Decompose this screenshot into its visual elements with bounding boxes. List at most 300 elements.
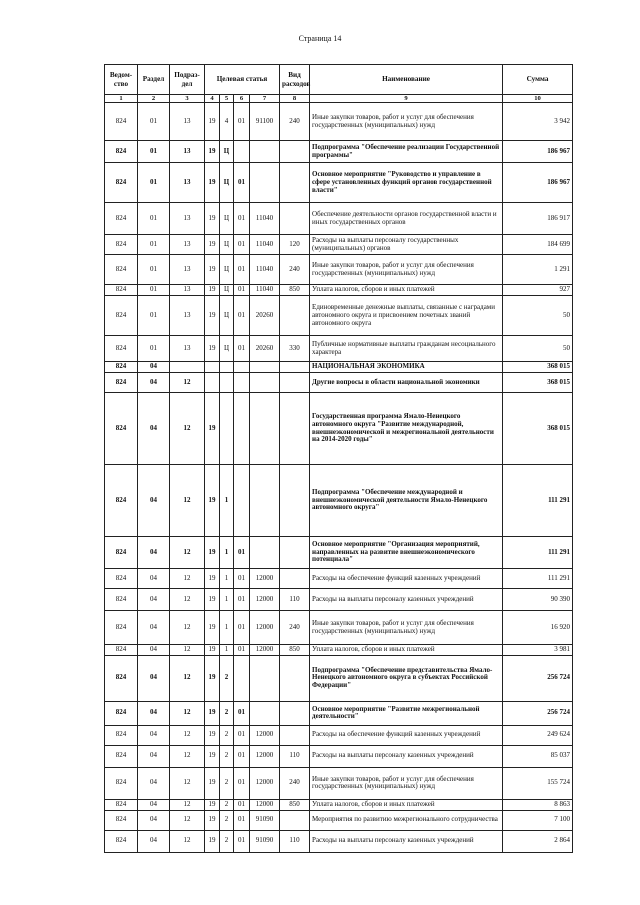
- cell-activity: 01: [234, 767, 250, 799]
- cell-dept: 824: [105, 362, 138, 373]
- cell-subprogram: 1: [220, 589, 234, 611]
- cell-dept: 824: [105, 285, 138, 296]
- cell-direction: 91100: [250, 103, 280, 141]
- cell-amount: 8 863: [503, 799, 573, 810]
- col-header-name: Наименование: [310, 65, 503, 95]
- cell-direction: 20260: [250, 296, 280, 336]
- cell-program: 19: [205, 830, 220, 852]
- cell-direction: 20260: [250, 336, 280, 362]
- cell-activity: [234, 141, 250, 163]
- cell-subprogram: Ц: [220, 141, 234, 163]
- cell-subsection: 13: [170, 336, 205, 362]
- cell-amount: 256 724: [503, 655, 573, 701]
- cell-section: 04: [138, 745, 170, 767]
- cell-program: 19: [205, 701, 220, 725]
- table-row: [105, 799, 573, 810]
- cell-dept: 824: [105, 255, 138, 285]
- cell-expense-type: [280, 393, 310, 465]
- cell-dept: 824: [105, 725, 138, 745]
- cell-subprogram: [220, 393, 234, 465]
- cell-subprogram: 2: [220, 701, 234, 725]
- cell-program: 19: [205, 203, 220, 235]
- cell-subprogram: 2: [220, 745, 234, 767]
- column-number: 2: [138, 95, 170, 103]
- cell-dept: 824: [105, 589, 138, 611]
- cell-name: Расходы на выплаты персоналу государственных (муниципальных) органов: [310, 235, 503, 255]
- table-row: [105, 235, 573, 255]
- column-number: 1: [105, 95, 138, 103]
- cell-subsection: 13: [170, 103, 205, 141]
- cell-amount: 7 100: [503, 810, 573, 830]
- cell-name: Другие вопросы в области национальной экономики: [310, 373, 503, 393]
- cell-subprogram: 1: [220, 645, 234, 656]
- cell-amount: 111 291: [503, 465, 573, 537]
- cell-expense-type: 240: [280, 255, 310, 285]
- cell-direction: 12000: [250, 799, 280, 810]
- cell-amount: 256 724: [503, 701, 573, 725]
- cell-subprogram: 2: [220, 799, 234, 810]
- cell-subsection: [170, 362, 205, 373]
- cell-name: Основное мероприятие "Организация мероприятий, направленных на развитие внешнеэкономического потенциала": [310, 537, 503, 569]
- cell-activity: [234, 465, 250, 537]
- cell-dept: 824: [105, 373, 138, 393]
- cell-activity: 01: [234, 336, 250, 362]
- cell-activity: [234, 655, 250, 701]
- cell-program: 19: [205, 645, 220, 656]
- cell-name: НАЦИОНАЛЬНАЯ ЭКОНОМИКА: [310, 362, 503, 373]
- cell-program: 19: [205, 589, 220, 611]
- cell-amount: 368 015: [503, 373, 573, 393]
- cell-activity: 01: [234, 725, 250, 745]
- cell-direction: 12000: [250, 611, 280, 645]
- table-row: [105, 141, 573, 163]
- cell-name: Иные закупки товаров, работ и услуг для обеспечения государственных (муниципальных) нужд: [310, 255, 503, 285]
- column-number: 5: [220, 95, 234, 103]
- cell-direction: 11040: [250, 203, 280, 235]
- cell-amount: 186 967: [503, 163, 573, 203]
- cell-section: 04: [138, 362, 170, 373]
- cell-dept: 824: [105, 830, 138, 852]
- cell-direction: [250, 655, 280, 701]
- table-row: [105, 701, 573, 725]
- cell-program: 19: [205, 569, 220, 589]
- cell-expense-type: 110: [280, 830, 310, 852]
- col-header-subsection: Подраз-дел: [170, 65, 205, 95]
- table-header-row: [105, 65, 573, 95]
- cell-subprogram: 1: [220, 569, 234, 589]
- col-header-target: Целевая статья: [205, 65, 280, 95]
- cell-direction: [250, 373, 280, 393]
- cell-section: 04: [138, 537, 170, 569]
- column-number: 4: [205, 95, 220, 103]
- table-row: [105, 296, 573, 336]
- cell-direction: 11040: [250, 255, 280, 285]
- cell-subprogram: Ц: [220, 235, 234, 255]
- cell-subsection: 13: [170, 255, 205, 285]
- cell-direction: 91090: [250, 810, 280, 830]
- page-number-label: Страница 14: [298, 34, 342, 43]
- cell-dept: 824: [105, 163, 138, 203]
- cell-program: 19: [205, 235, 220, 255]
- cell-expense-type: 850: [280, 645, 310, 656]
- cell-activity: 01: [234, 255, 250, 285]
- cell-name: Уплата налогов, сборов и иных платежей: [310, 285, 503, 296]
- cell-dept: 824: [105, 655, 138, 701]
- cell-name: Основное мероприятие "Развитие межрегиональной деятельности": [310, 701, 503, 725]
- cell-direction: [250, 393, 280, 465]
- cell-dept: 824: [105, 745, 138, 767]
- cell-name: Расходы на обеспечение функций казенных учреждений: [310, 569, 503, 589]
- cell-subprogram: 2: [220, 767, 234, 799]
- cell-section: 04: [138, 655, 170, 701]
- cell-activity: 01: [234, 203, 250, 235]
- cell-subsection: 12: [170, 655, 205, 701]
- cell-program: 19: [205, 296, 220, 336]
- cell-subsection: 13: [170, 141, 205, 163]
- cell-activity: 01: [234, 745, 250, 767]
- cell-subsection: 12: [170, 393, 205, 465]
- cell-dept: 824: [105, 393, 138, 465]
- table-row: [105, 745, 573, 767]
- cell-direction: 11040: [250, 285, 280, 296]
- cell-subsection: 12: [170, 465, 205, 537]
- cell-amount: 3 981: [503, 645, 573, 656]
- table-row: [105, 767, 573, 799]
- col-header-dept: Ведом-ство: [105, 65, 138, 95]
- cell-name: Подпрограмма "Обеспечение международной и внешнеэкономической деятельности Ямало-Ненецкого автономного округа": [310, 465, 503, 537]
- table-row: [105, 810, 573, 830]
- cell-section: 01: [138, 163, 170, 203]
- cell-section: 04: [138, 589, 170, 611]
- cell-amount: 368 015: [503, 393, 573, 465]
- cell-activity: 01: [234, 589, 250, 611]
- cell-name: Публичные нормативные выплаты гражданам несоциального характера: [310, 336, 503, 362]
- cell-name: Подпрограмма "Обеспечение реализации Государственной программы": [310, 141, 503, 163]
- cell-dept: 824: [105, 810, 138, 830]
- cell-direction: [250, 465, 280, 537]
- cell-section: 01: [138, 285, 170, 296]
- cell-subprogram: 2: [220, 655, 234, 701]
- cell-subprogram: [220, 373, 234, 393]
- cell-activity: [234, 362, 250, 373]
- table-row: [105, 655, 573, 701]
- cell-direction: [250, 163, 280, 203]
- cell-name: Расходы на выплаты персоналу казенных учреждений: [310, 830, 503, 852]
- cell-activity: 01: [234, 830, 250, 852]
- cell-subprogram: 1: [220, 537, 234, 569]
- cell-section: 04: [138, 701, 170, 725]
- cell-section: 01: [138, 203, 170, 235]
- table-row: [105, 285, 573, 296]
- cell-section: 04: [138, 725, 170, 745]
- table-row: [105, 645, 573, 656]
- cell-direction: 12000: [250, 745, 280, 767]
- cell-section: 04: [138, 799, 170, 810]
- cell-amount: 50: [503, 296, 573, 336]
- cell-section: 01: [138, 235, 170, 255]
- cell-amount: 111 291: [503, 569, 573, 589]
- cell-section: 04: [138, 569, 170, 589]
- cell-dept: 824: [105, 611, 138, 645]
- cell-subsection: 12: [170, 569, 205, 589]
- cell-expense-type: [280, 141, 310, 163]
- cell-subprogram: 1: [220, 611, 234, 645]
- cell-expense-type: 850: [280, 285, 310, 296]
- cell-program: 19: [205, 393, 220, 465]
- cell-amount: 111 291: [503, 537, 573, 569]
- cell-name: Расходы на обеспечение функций казенных учреждений: [310, 725, 503, 745]
- cell-name: Иные закупки товаров, работ и услуг для обеспечения государственных (муниципальных) нужд: [310, 611, 503, 645]
- cell-activity: 01: [234, 611, 250, 645]
- cell-name: Иные закупки товаров, работ и услуг для обеспечения государственных (муниципальных) нужд: [310, 103, 503, 141]
- cell-amount: 85 037: [503, 745, 573, 767]
- cell-dept: 824: [105, 336, 138, 362]
- cell-activity: [234, 393, 250, 465]
- cell-program: 19: [205, 285, 220, 296]
- cell-subsection: 13: [170, 296, 205, 336]
- column-number: 8: [280, 95, 310, 103]
- cell-section: 04: [138, 611, 170, 645]
- cell-section: 01: [138, 296, 170, 336]
- cell-activity: 01: [234, 296, 250, 336]
- cell-dept: 824: [105, 103, 138, 141]
- cell-program: 19: [205, 163, 220, 203]
- cell-expense-type: 110: [280, 745, 310, 767]
- table-row: [105, 611, 573, 645]
- cell-amount: 3 942: [503, 103, 573, 141]
- cell-expense-type: [280, 655, 310, 701]
- cell-expense-type: [280, 701, 310, 725]
- cell-activity: 01: [234, 569, 250, 589]
- cell-name: Расходы на выплаты персоналу казенных учреждений: [310, 589, 503, 611]
- cell-name: Иные закупки товаров, работ и услуг для обеспечения государственных (муниципальных) нужд: [310, 767, 503, 799]
- cell-amount: 368 015: [503, 362, 573, 373]
- cell-program: [205, 362, 220, 373]
- table-row: [105, 203, 573, 235]
- cell-subsection: 13: [170, 285, 205, 296]
- cell-subsection: 12: [170, 701, 205, 725]
- cell-dept: 824: [105, 296, 138, 336]
- cell-expense-type: [280, 569, 310, 589]
- cell-subprogram: Ц: [220, 296, 234, 336]
- cell-dept: 824: [105, 141, 138, 163]
- cell-expense-type: [280, 163, 310, 203]
- column-number: 9: [310, 95, 503, 103]
- cell-section: 01: [138, 141, 170, 163]
- cell-amount: 2 864: [503, 830, 573, 852]
- cell-program: 19: [205, 810, 220, 830]
- cell-subsection: 12: [170, 611, 205, 645]
- cell-amount: 249 624: [503, 725, 573, 745]
- cell-dept: 824: [105, 645, 138, 656]
- cell-activity: 01: [234, 235, 250, 255]
- cell-activity: 01: [234, 799, 250, 810]
- cell-name: Основное мероприятие "Руководство и управление в сфере установленных функций органов государственной власти": [310, 163, 503, 203]
- cell-program: 19: [205, 255, 220, 285]
- cell-subsection: 13: [170, 163, 205, 203]
- cell-expense-type: 330: [280, 336, 310, 362]
- col-header-section: Раздел: [138, 65, 170, 95]
- cell-program: 19: [205, 745, 220, 767]
- cell-subprogram: Ц: [220, 163, 234, 203]
- cell-subsection: 13: [170, 203, 205, 235]
- cell-amount: 184 699: [503, 235, 573, 255]
- cell-section: 01: [138, 336, 170, 362]
- cell-subsection: 12: [170, 645, 205, 656]
- cell-section: 04: [138, 830, 170, 852]
- cell-direction: 12000: [250, 725, 280, 745]
- cell-program: 19: [205, 799, 220, 810]
- cell-dept: 824: [105, 799, 138, 810]
- cell-subprogram: [220, 362, 234, 373]
- cell-section: 04: [138, 645, 170, 656]
- cell-expense-type: [280, 810, 310, 830]
- cell-expense-type: 240: [280, 767, 310, 799]
- cell-direction: 12000: [250, 569, 280, 589]
- cell-direction: 12000: [250, 645, 280, 656]
- cell-program: 19: [205, 655, 220, 701]
- cell-section: 04: [138, 465, 170, 537]
- column-number: 6: [234, 95, 250, 103]
- cell-dept: 824: [105, 537, 138, 569]
- table-row: [105, 255, 573, 285]
- cell-subsection: 12: [170, 810, 205, 830]
- cell-direction: [250, 362, 280, 373]
- table-row: [105, 465, 573, 537]
- cell-expense-type: 240: [280, 611, 310, 645]
- cell-subsection: 12: [170, 830, 205, 852]
- cell-program: 19: [205, 767, 220, 799]
- cell-dept: 824: [105, 569, 138, 589]
- cell-amount: 155 724: [503, 767, 573, 799]
- cell-direction: 11040: [250, 235, 280, 255]
- cell-section: 04: [138, 767, 170, 799]
- cell-expense-type: [280, 296, 310, 336]
- cell-subprogram: Ц: [220, 336, 234, 362]
- cell-expense-type: 240: [280, 103, 310, 141]
- col-header-expense: Вид расходов: [280, 65, 310, 95]
- cell-activity: [234, 373, 250, 393]
- cell-amount: 1 291: [503, 255, 573, 285]
- cell-dept: 824: [105, 235, 138, 255]
- cell-subprogram: 2: [220, 725, 234, 745]
- table-row: [105, 393, 573, 465]
- cell-activity: 01: [234, 103, 250, 141]
- cell-activity: 01: [234, 701, 250, 725]
- cell-amount: 16 920: [503, 611, 573, 645]
- column-number: 3: [170, 95, 205, 103]
- cell-program: 19: [205, 611, 220, 645]
- table-row: [105, 163, 573, 203]
- cell-direction: [250, 141, 280, 163]
- cell-dept: 824: [105, 767, 138, 799]
- cell-direction: [250, 537, 280, 569]
- cell-section: 04: [138, 810, 170, 830]
- cell-name: Единовременные денежные выплаты, связанные с наградами автономного округа и присвоением почетных званий автономного округа: [310, 296, 503, 336]
- cell-name: Обеспечение деятельности органов государственной власти и иных государственных органов: [310, 203, 503, 235]
- cell-subprogram: 1: [220, 465, 234, 537]
- cell-program: 19: [205, 141, 220, 163]
- cell-amount: 927: [503, 285, 573, 296]
- cell-subsection: 12: [170, 725, 205, 745]
- cell-subsection: 12: [170, 589, 205, 611]
- cell-activity: 01: [234, 163, 250, 203]
- table-row: [105, 362, 573, 373]
- cell-amount: 186 917: [503, 203, 573, 235]
- table-row: [105, 373, 573, 393]
- cell-direction: 12000: [250, 767, 280, 799]
- budget-table: [104, 64, 573, 853]
- table-body: [105, 103, 573, 852]
- cell-subprogram: 4: [220, 103, 234, 141]
- cell-activity: 01: [234, 285, 250, 296]
- cell-subprogram: 2: [220, 830, 234, 852]
- cell-subsection: 12: [170, 767, 205, 799]
- cell-subsection: 12: [170, 745, 205, 767]
- table-row: [105, 103, 573, 141]
- cell-expense-type: [280, 537, 310, 569]
- cell-section: 01: [138, 255, 170, 285]
- cell-expense-type: [280, 203, 310, 235]
- cell-name: Уплата налогов, сборов и иных платежей: [310, 799, 503, 810]
- cell-name: Расходы на выплаты персоналу казенных учреждений: [310, 745, 503, 767]
- cell-direction: 12000: [250, 589, 280, 611]
- cell-program: 19: [205, 465, 220, 537]
- cell-dept: 824: [105, 203, 138, 235]
- cell-section: 04: [138, 393, 170, 465]
- column-number: 10: [503, 95, 573, 103]
- column-number-row: [105, 95, 573, 103]
- cell-expense-type: 120: [280, 235, 310, 255]
- cell-expense-type: [280, 373, 310, 393]
- column-number: 7: [250, 95, 280, 103]
- cell-dept: 824: [105, 465, 138, 537]
- cell-amount: 186 967: [503, 141, 573, 163]
- cell-direction: [250, 701, 280, 725]
- cell-program: 19: [205, 103, 220, 141]
- cell-section: 01: [138, 103, 170, 141]
- cell-amount: 50: [503, 336, 573, 362]
- cell-activity: 01: [234, 645, 250, 656]
- table-row: [105, 336, 573, 362]
- col-header-sum: Сумма: [503, 65, 573, 95]
- cell-expense-type: [280, 465, 310, 537]
- cell-expense-type: [280, 725, 310, 745]
- cell-name: Уплата налогов, сборов и иных платежей: [310, 645, 503, 656]
- cell-program: 19: [205, 537, 220, 569]
- table-row: [105, 589, 573, 611]
- cell-subsection: 12: [170, 537, 205, 569]
- cell-direction: 91090: [250, 830, 280, 852]
- cell-name: Государственная программа Ямало-Ненецкого автономного округа "Развитие международной, внешнеэкономической и межрегиональной деятельности на 2014-2020 годы": [310, 393, 503, 465]
- cell-activity: 01: [234, 810, 250, 830]
- cell-subprogram: Ц: [220, 255, 234, 285]
- cell-subsection: 13: [170, 235, 205, 255]
- cell-activity: 01: [234, 537, 250, 569]
- table-row: [105, 830, 573, 852]
- cell-program: 19: [205, 725, 220, 745]
- cell-program: [205, 373, 220, 393]
- cell-program: 19: [205, 336, 220, 362]
- cell-expense-type: [280, 362, 310, 373]
- cell-subsection: 12: [170, 373, 205, 393]
- cell-amount: 90 390: [503, 589, 573, 611]
- cell-expense-type: 110: [280, 589, 310, 611]
- table-row: [105, 725, 573, 745]
- cell-subsection: 12: [170, 799, 205, 810]
- cell-subprogram: 2: [220, 810, 234, 830]
- cell-dept: 824: [105, 701, 138, 725]
